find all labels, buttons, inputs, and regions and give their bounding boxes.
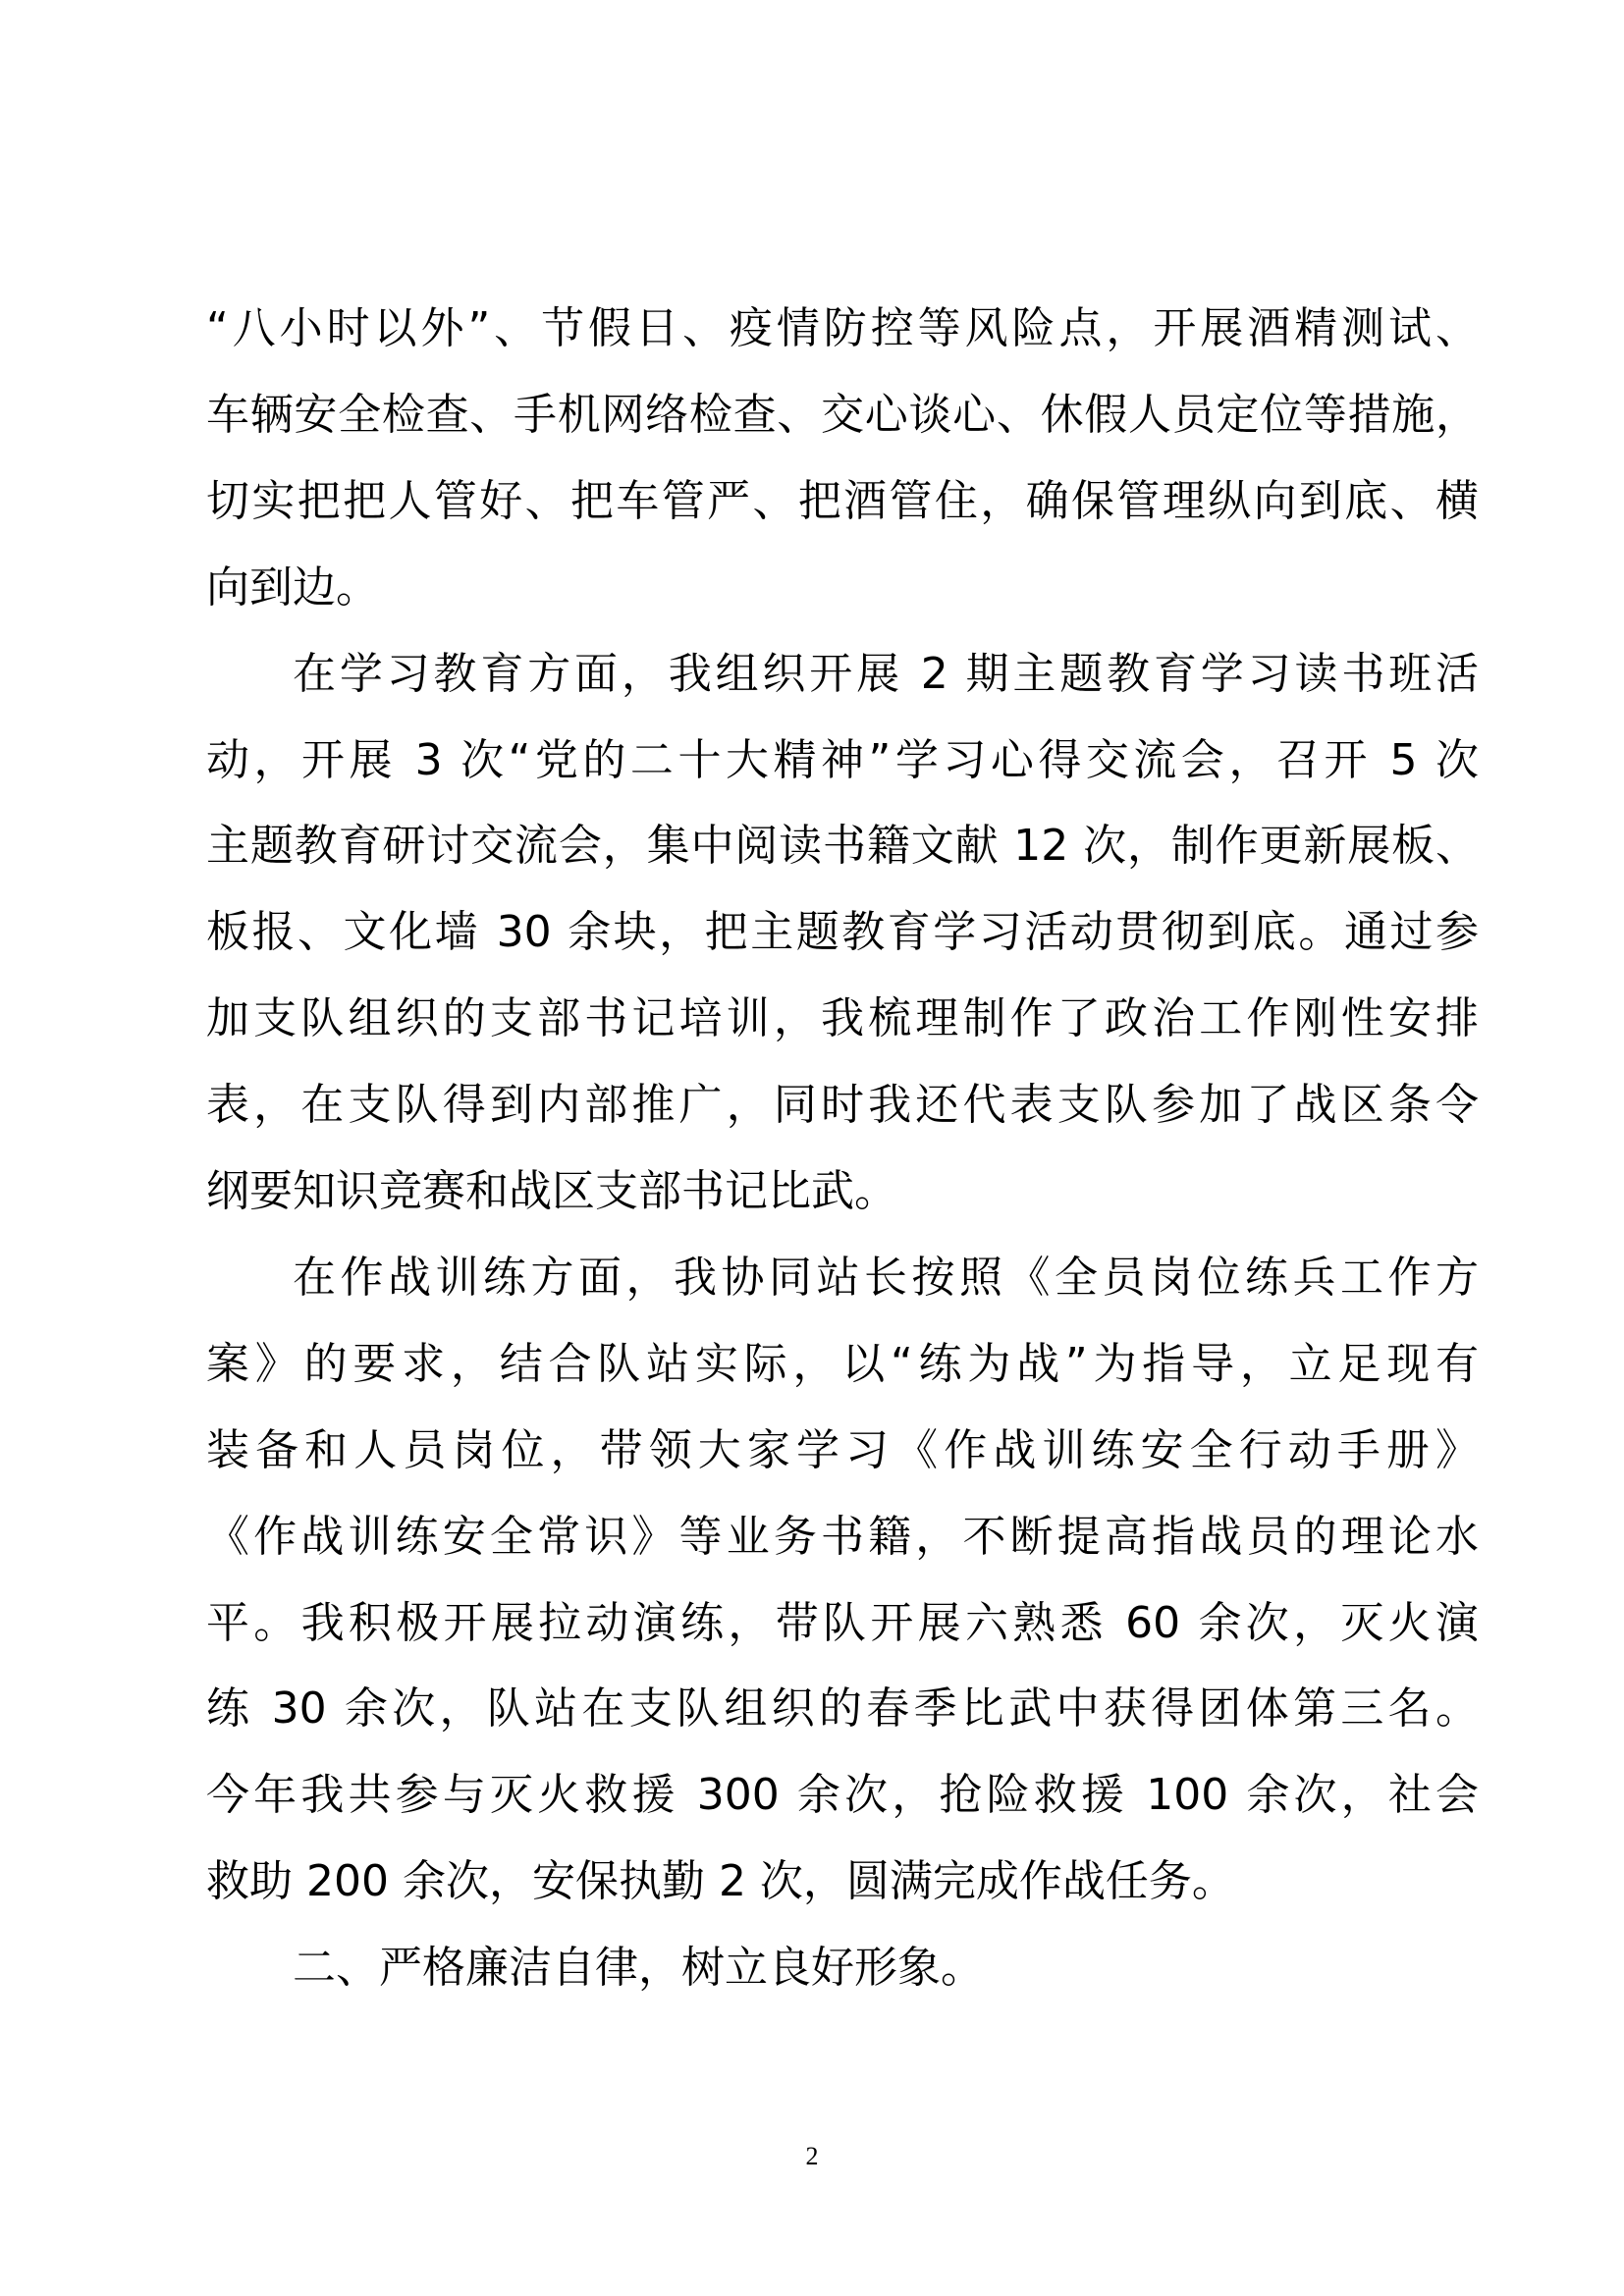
- paragraph-line: 向到边。: [206, 561, 379, 613]
- paragraph-line: “八小时以外”、节假日、疫情防控等风险点，开展酒精测试、: [206, 303, 1479, 353]
- paragraph-line: 练 30 余次，队站在支队组织的春季比武中获得团体第三名。: [206, 1683, 1479, 1735]
- paragraph-line: 救助 200 余次，安保执勤 2 次，圆满完成作战任务。: [206, 1856, 1235, 1907]
- paragraph-line: 平。我积极开展拉动演练，带队开展六熟悉 60 余次，灭火演: [206, 1597, 1479, 1648]
- paragraph-line: 今年我共参与灭火救援 300 余次，抢险救援 100 余次，社会: [206, 1770, 1479, 1821]
- section-heading: 二、严格廉洁自律，树立良好形象。: [293, 1943, 984, 1994]
- paragraph-line: 在学习教育方面，我组织开展 2 期主题教育学习读书班活: [293, 648, 1479, 699]
- paragraph-line: 表，在支队得到内部推广，同时我还代表支队参加了战区条令: [206, 1080, 1479, 1131]
- paragraph-line: 切实把把人管好、把车管严、把酒管住，确保管理纵向到底、横: [206, 475, 1479, 526]
- paragraph-line: 装备和人员岗位，带领大家学习《作战训练安全行动手册》: [206, 1424, 1479, 1475]
- paragraph-line: 动，开展 3 次“党的二十大精神”学习心得交流会，召开 5 次: [206, 734, 1479, 785]
- paragraph-line: 主题教育研讨交流会，集中阅读书籍文献 12 次，制作更新展板、: [206, 821, 1479, 872]
- paragraph-line: 加支队组织的支部书记培训，我梳理制作了政治工作刚性安排: [206, 993, 1479, 1044]
- paragraph-line: 纲要知识竞赛和战区支部书记比武。: [206, 1166, 897, 1216]
- paragraph-line: 案》的要求，结合队站实际，以“练为战”为指导，立足现有: [206, 1338, 1479, 1389]
- paragraph-line: 《作战训练安全常识》等业务书籍，不断提高指战员的理论水: [206, 1511, 1479, 1562]
- page-number: 2: [805, 2142, 819, 2170]
- paragraph-line: 板报、文化墙 30 余块，把主题教育学习活动贯彻到底。通过参: [206, 907, 1479, 958]
- paragraph-line: 车辆安全检查、手机网络检查、交心谈心、休假人员定位等措施，: [206, 389, 1479, 440]
- paragraph-line: 在作战训练方面，我协同站长按照《全员岗位练兵工作方: [293, 1252, 1479, 1303]
